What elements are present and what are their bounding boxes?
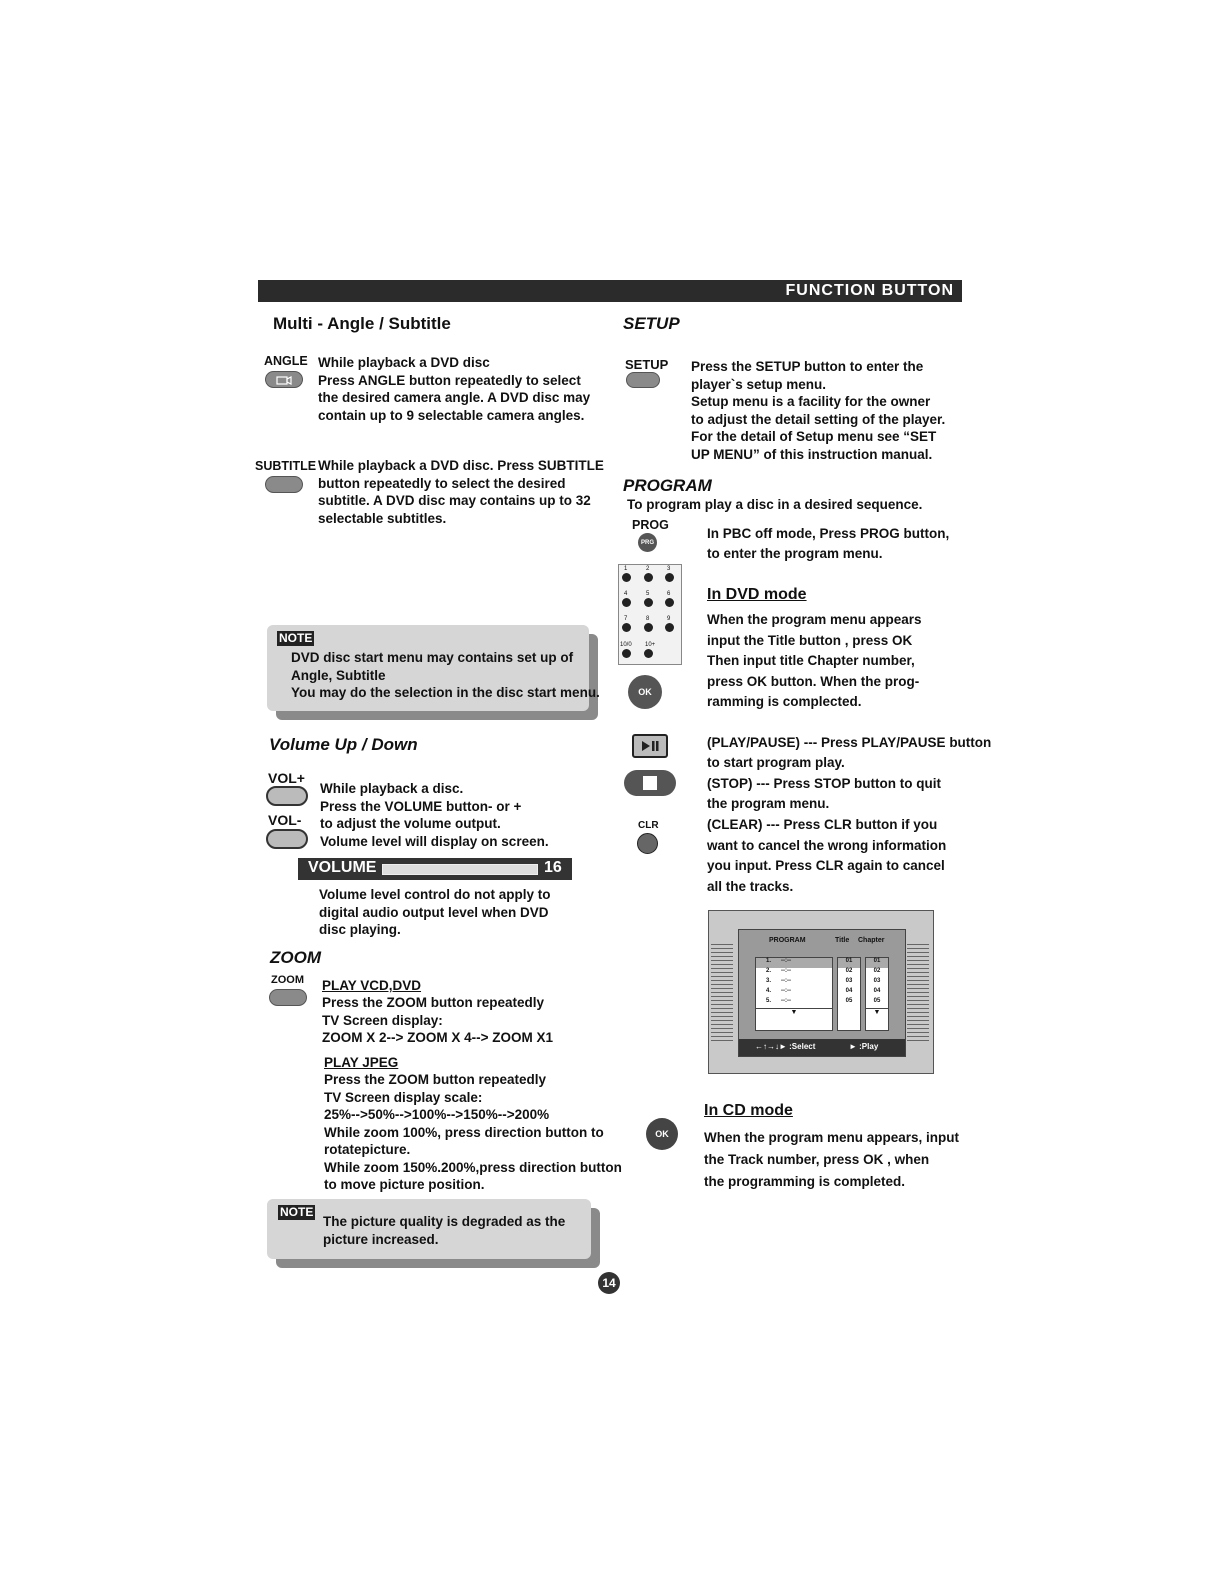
key-8-button[interactable] — [644, 623, 653, 632]
prog-button[interactable]: PRG — [638, 533, 657, 552]
volume-osd-value: 16 — [544, 859, 562, 876]
stop-icon — [643, 776, 657, 790]
dvd-mode-title: In DVD mode — [707, 586, 807, 603]
header-bar — [258, 280, 962, 302]
note-tag: NOTE — [280, 1205, 314, 1219]
title-cell[interactable]: 01 — [838, 958, 860, 968]
key-3-button[interactable] — [665, 573, 674, 582]
subtitle-button[interactable] — [265, 476, 303, 493]
zoom-jpeg-text: Press the ZOOM button repeatedly TV Screen display scale: 25%-->50%-->100%-->150%-->200% While zoom 100%, press direction button to rotatepicture. While zoom 150%.200%,press direction button to move picture position. — [324, 1072, 622, 1192]
key-label: 8 — [646, 616, 650, 622]
volume-text-2: Volume level control do not apply to digital audio output level when DVD disc playing. — [319, 887, 551, 937]
cd-mode-title: In CD mode — [704, 1102, 793, 1119]
angle-note-box — [267, 625, 600, 711]
key-label: 10/0 — [620, 642, 632, 648]
screen-footer — [739, 1039, 905, 1056]
play-pause-button[interactable] — [632, 734, 668, 758]
program-row[interactable]: 2. --:-- — [766, 968, 792, 974]
key-label: 3 — [667, 566, 671, 572]
program-row[interactable]: 5. --:-- — [766, 998, 792, 1004]
title-cell[interactable]: 05 — [845, 998, 853, 1004]
zoom-button[interactable] — [269, 989, 307, 1006]
key-5-button[interactable] — [644, 598, 653, 607]
dvd-mode-text: When the program menu appears input the Title button , press OK Then input title Chapter number, press OK button. When the prog- ramming is complected. — [707, 612, 922, 709]
zoom-note-text: The picture quality is degraded as the picture increased. — [323, 1214, 566, 1247]
key-10-0-button[interactable] — [622, 649, 631, 658]
cd-mode-text: When the program menu appears, input the Track number, press OK , when the programming is completed. — [704, 1130, 960, 1189]
program-row[interactable]: 1. --:-- — [756, 958, 832, 968]
key-9-button[interactable] — [665, 623, 674, 632]
ok-button[interactable]: OK — [628, 675, 662, 709]
program-section-title: PROGRAM — [623, 476, 712, 495]
setup-text: Press the SETUP button to enter the player`s setup menu. Setup menu is a facility for the owner to adjust the detail setting of the player. For the detail of Setup menu see “SET UP MENU” of this instruction manual. — [691, 359, 946, 462]
angle-text: While playback a DVD disc Press ANGLE button repeatedly to select the desired camera angle. A DVD disc may contain up to 9 selectable camera angles. — [318, 355, 591, 423]
footer-select: ←↑→↓► :Select — [755, 1042, 816, 1051]
key-label: 9 — [667, 616, 671, 622]
vol-plus-button[interactable] — [266, 786, 308, 806]
title-list — [837, 957, 861, 1031]
play-pause-icon — [640, 740, 660, 752]
clr-button-label: CLR — [638, 820, 659, 831]
page-number: 14 — [598, 1272, 620, 1294]
subtitle-text: While playback a DVD disc. Press SUBTITLE button repeatedly to select the desired subtitle. A DVD disc may contains up to 32 selectable subtitles. — [318, 458, 604, 526]
col-program: PROGRAM — [769, 937, 806, 944]
note-tag: NOTE — [279, 631, 313, 645]
angle-button-label: ANGLE — [264, 354, 308, 368]
chapter-cell[interactable]: 04 — [873, 988, 881, 994]
volume-level-track — [382, 864, 538, 875]
angle-note-text: DVD disc start menu may contains set up of Angle, Subtitle You may do the selection in the disc start menu. — [291, 650, 600, 700]
setup-button[interactable] — [626, 372, 660, 388]
subtitle-button-label: SUBTITLE — [255, 459, 317, 473]
camera-icon — [276, 375, 292, 385]
play-text: (PLAY/PAUSE) --- Press PLAY/PAUSE button to start program play. — [707, 735, 992, 770]
vol-minus-button[interactable] — [266, 829, 308, 849]
key-label: 2 — [646, 566, 650, 572]
title-cell[interactable]: 04 — [845, 988, 853, 994]
zoom-jpeg-title: PLAY JPEG — [324, 1055, 399, 1070]
volume-osd — [298, 858, 572, 880]
volume-text: While playback a disc. Press the VOLUME button- or + to adjust the volume output. Volume level will display on screen. — [320, 781, 549, 849]
ok-button-cd[interactable]: OK — [646, 1118, 678, 1150]
key-2-button[interactable] — [644, 573, 653, 582]
header-title: FUNCTION BUTTON — [785, 282, 954, 299]
key-label: 10+ — [645, 642, 656, 648]
volume-section-title: Volume Up / Down — [269, 735, 418, 754]
zoom-vcd-title: PLAY VCD,DVD — [322, 978, 422, 993]
key-4-button[interactable] — [622, 598, 631, 607]
vol-minus-label: VOL- — [268, 812, 302, 828]
title-cell[interactable]: 02 — [845, 968, 853, 974]
footer-play: ► :Play — [849, 1042, 879, 1051]
setup-section-title: SETUP — [623, 314, 680, 333]
key-10-plus-button[interactable] — [644, 649, 653, 658]
program-menu-screen — [708, 910, 934, 1074]
key-6-button[interactable] — [665, 598, 674, 607]
zoom-vcd-text: Press the ZOOM button repeatedly TV Screen display: ZOOM X 2--> ZOOM X 4--> ZOOM X1 — [322, 995, 554, 1045]
stop-text: (STOP) --- Press STOP button to quit the program menu. — [707, 776, 942, 811]
angle-button[interactable] — [265, 371, 303, 388]
clr-text: (CLEAR) --- Press CLR button if you want to cancel the wrong information you input. Press CLR again to cancel all the tracks. — [707, 817, 947, 894]
key-label: 4 — [624, 591, 628, 597]
chapter-cell[interactable]: 02 — [873, 968, 881, 974]
scroll-down-icon[interactable]: ▼ — [866, 1008, 888, 1016]
col-title: Title — [835, 937, 850, 944]
volume-osd-label: VOLUME — [308, 859, 377, 876]
vol-plus-label: VOL+ — [268, 770, 305, 786]
key-label: 5 — [646, 591, 650, 597]
program-row[interactable]: 3. --:-- — [766, 978, 792, 984]
prog-button-label: PROG — [632, 518, 669, 532]
clr-button[interactable] — [637, 833, 658, 854]
title-cell[interactable]: 03 — [845, 978, 853, 984]
prog-text: In PBC off mode, Press PROG button, to enter the program menu. — [707, 526, 950, 561]
program-list — [755, 957, 833, 1031]
key-label: 7 — [624, 616, 628, 622]
screen-border-decoration — [711, 941, 733, 1041]
program-row[interactable]: 4. --:-- — [766, 988, 792, 994]
scroll-down-icon[interactable]: ▼ — [756, 1008, 832, 1016]
chapter-cell[interactable]: 03 — [873, 978, 881, 984]
chapter-list — [865, 957, 889, 1031]
key-label: 6 — [667, 591, 671, 597]
key-1-button[interactable] — [622, 573, 631, 582]
zoom-button-label: ZOOM — [271, 974, 304, 986]
chapter-cell[interactable]: 01 — [866, 958, 888, 968]
remote-keypad — [618, 564, 682, 665]
zoom-note-box — [267, 1199, 591, 1259]
key-7-button[interactable] — [622, 623, 631, 632]
setup-button-label: SETUP — [625, 357, 669, 372]
program-intro: To program play a disc in a desired sequence. — [627, 497, 923, 512]
col-chapter: Chapter — [858, 937, 885, 944]
program-menu-panel — [738, 929, 906, 1057]
chapter-cell[interactable]: 05 — [873, 998, 881, 1004]
volume-level-fill — [383, 865, 537, 874]
stop-button[interactable] — [624, 770, 676, 796]
angle-section-title: Multi - Angle / Subtitle — [273, 314, 451, 333]
screen-border-decoration — [907, 941, 929, 1041]
zoom-section-title: ZOOM — [270, 948, 321, 967]
key-label: 1 — [624, 566, 628, 572]
